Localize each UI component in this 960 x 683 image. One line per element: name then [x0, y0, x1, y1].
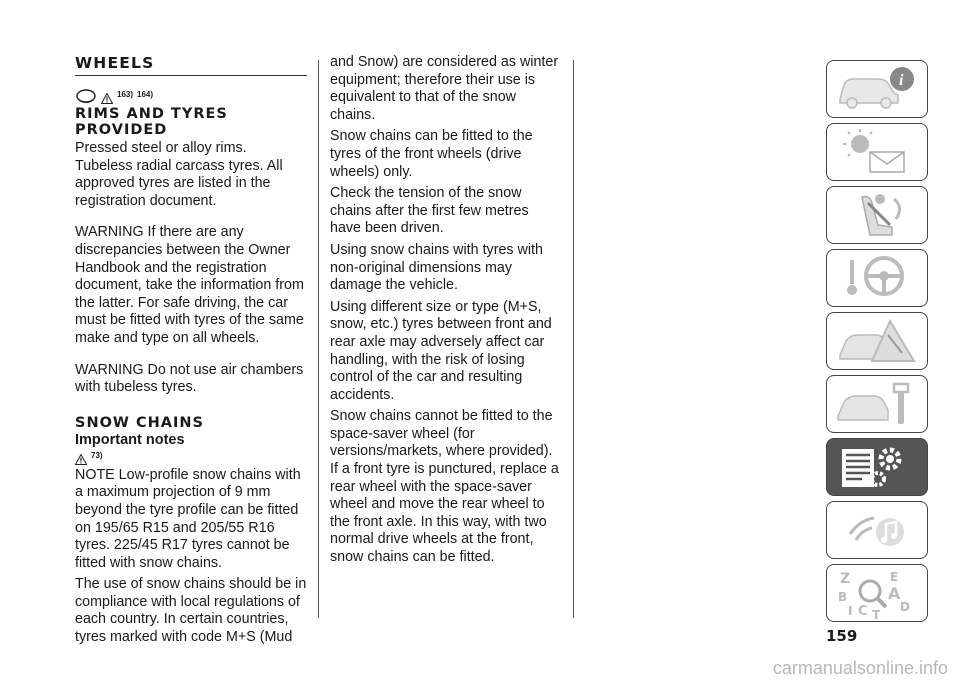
index-icon: [832, 567, 922, 619]
svg-text:i: i: [899, 72, 904, 89]
ref-164: 164): [137, 90, 154, 100]
snow-chains-title: SNOW CHAINS: [75, 414, 204, 431]
technical-data-icon: [832, 441, 922, 493]
col2-paragraph-2: Snow chains can be fitted to the tyres of the front wheels (drive wheels) only.: [330, 128, 533, 180]
seat-safety-icon: [832, 189, 922, 241]
left-column: [75, 54, 307, 651]
tab-warning-lights[interactable]: [826, 123, 928, 181]
tyre-icon: [75, 86, 97, 104]
emergency-icon: [832, 315, 922, 367]
wheel-refs: [75, 82, 307, 104]
chapter-tabs: [826, 60, 930, 627]
svg-text:B: B: [838, 590, 848, 604]
tab-safety[interactable]: [826, 186, 928, 244]
ref-163: 163): [117, 90, 134, 100]
column-divider-2: [573, 60, 574, 618]
snow-refs: [75, 449, 307, 465]
tab-emergency[interactable]: [826, 312, 928, 370]
rims-title-line1: RIMS AND TYRES: [75, 106, 228, 122]
tab-index[interactable]: [826, 564, 928, 622]
maintenance-icon: [832, 378, 922, 430]
svg-text:A: A: [888, 584, 901, 603]
multimedia-icon: [832, 504, 922, 556]
tab-multimedia[interactable]: [826, 501, 928, 559]
important-notes-subtitle: Important notes: [75, 431, 185, 448]
col2-paragraph-3: Check the tension of the snow chains after the first few metres have been driven.: [330, 185, 529, 237]
car-info-icon: [832, 63, 922, 115]
warning-triangle-icon: [75, 454, 87, 465]
steering-wheel-icon: [832, 252, 922, 304]
rims-title-line2: PROVIDED: [75, 122, 168, 138]
snow-regulations: The use of snow chains should be in compliance with local regulations of each country. In certain countries, tyres marked with code M+S (Mud: [75, 576, 307, 646]
footer-watermark: carmanualsonline.info: [772, 658, 948, 678]
section-header: [75, 54, 307, 76]
column-divider-1: [318, 60, 319, 618]
col2-paragraph-1: and Snow) are considered as winter equipment; therefore their use is equivalent to that of the snow chains.: [330, 54, 559, 123]
col2-paragraph-6: Snow chains cannot be fitted to the space-saver wheel (for versions/markets, where provided). If a front tyre is punctured, replace a rear wheel with the space-saver wheel and move the rear wheel to the front axle. In this way, with two normal drive wheels at the front, snow chains can be fitted.: [330, 408, 559, 566]
tab-starting-driving[interactable]: [826, 249, 928, 307]
warning-registration: WARNING If there are any discrepancies between the Owner Handbook and the registration document, take the information from the latter. For safe driving, the car must be fitted with tyres of the same make and type on all wheels.: [75, 224, 304, 346]
svg-text:T: T: [872, 608, 881, 619]
svg-text:Z: Z: [840, 571, 851, 587]
warning-triangle-icon: [101, 93, 113, 104]
svg-text:E: E: [890, 570, 899, 584]
col2-paragraph-4: Using snow chains with tyres with non-original dimensions may damage the vehicle.: [330, 241, 543, 294]
warning-air-chambers: WARNING Do not use air chambers with tubeless tyres.: [75, 361, 304, 396]
svg-text:I: I: [848, 604, 853, 618]
snow-note: NOTE Low-profile snow chains with a maximum projection of 9 mm beyond the tyre profile can be fitted on 195/65 R15 and 205/55 R16 tyres. 225/45 R17 tyres cannot be fitted with snow chains.: [75, 466, 301, 571]
middle-column: [330, 54, 562, 571]
col2-paragraph-5: Using different size or type (M+S, snow, etc.) tyres between front and rear axle may adversely affect car handling, with the risk of losing control of the car and resulting accidents.: [330, 298, 552, 403]
ref-73: 73): [91, 451, 103, 461]
tab-technical-data[interactable]: [826, 438, 928, 496]
rims-paragraph: Pressed steel or alloy rims. Tubeless radial carcass tyres. All approved tyres are listed in the registration document.: [75, 140, 283, 209]
section-title: WHEELS: [75, 54, 155, 72]
svg-text:D: D: [900, 600, 910, 614]
page-number: 159: [826, 627, 858, 645]
tab-car-info[interactable]: [826, 60, 928, 118]
svg-text:C: C: [858, 604, 868, 619]
warning-lights-icon: [832, 126, 922, 178]
tab-maintenance[interactable]: [826, 375, 928, 433]
